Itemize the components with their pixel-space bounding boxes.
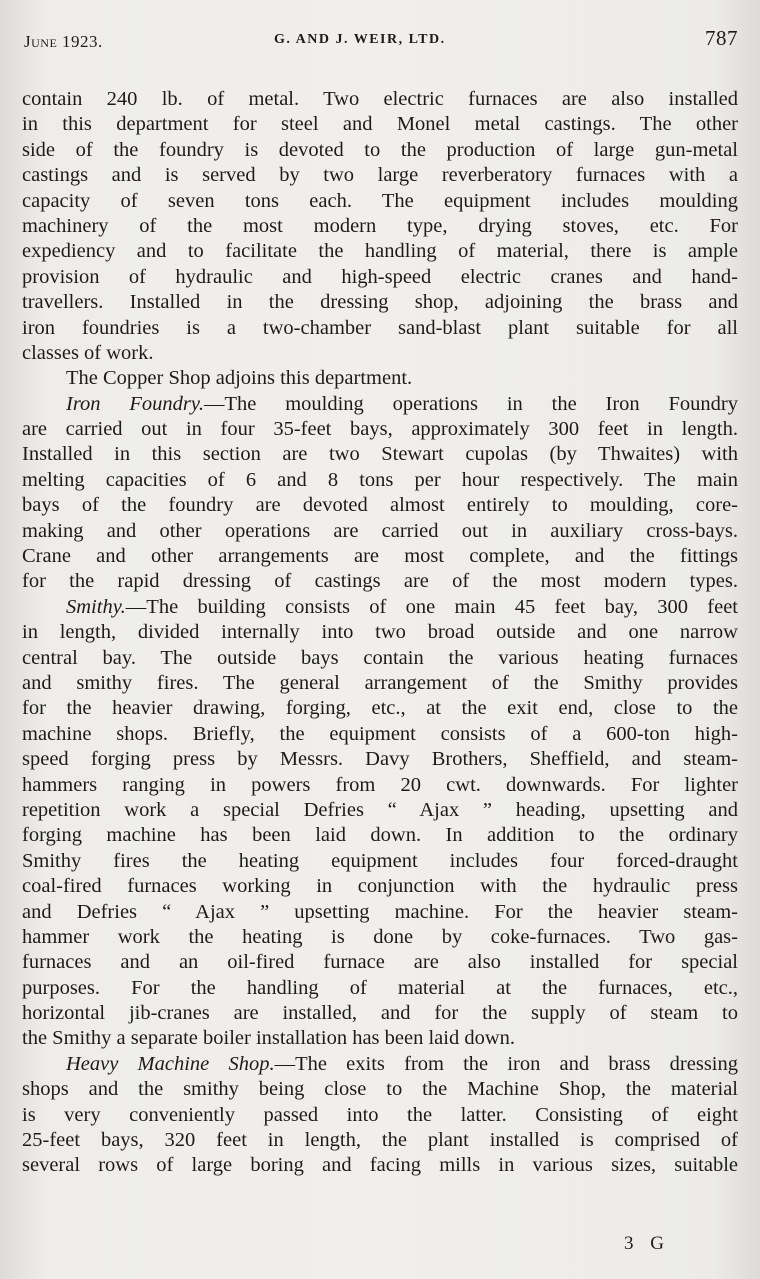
section-heading-iron-foundry: Iron Foundry. <box>66 392 204 415</box>
header-title: G. AND J. WEIR, LTD. <box>274 32 446 47</box>
text-line: purposes. For the handling of material at the furnaces, etc., <box>22 976 738 999</box>
text-line: and smithy fires. The general arrangement of the Smithy provides <box>22 671 738 694</box>
text-line: horizontal jib-cranes are installed, and for the supply of steam to <box>22 1002 738 1025</box>
text-line: are carried out in four 35-feet bays, approximately 300 feet in length. <box>22 418 738 441</box>
text-line: travellers. Installed in the dressing shop, adjoining the brass and <box>22 291 738 314</box>
text-line: Heavy Machine Shop.—The exits from the iron and brass dressing <box>66 1052 739 1075</box>
text-line: for the rapid dressing of castings are of the most modern types. <box>22 570 738 593</box>
signature-mark: 3 G <box>624 1233 670 1254</box>
text-line: making and other operations are carried out in auxiliary cross-bays. <box>22 519 738 542</box>
text-line: The Copper Shop adjoins this department. <box>66 367 413 390</box>
text-line: hammers ranging in powers from 20 cwt. downwards. For lighter <box>22 773 738 796</box>
text-line: the Smithy a separate boiler installation has been laid down. <box>22 1027 516 1050</box>
running-header <box>24 26 738 56</box>
text-line: is very conveniently passed into the latter. Consisting of eight <box>22 1103 738 1126</box>
text-line: repetition work a special Defries “ Ajax ” heading, upsetting and <box>22 798 738 821</box>
text-line: several rows of large boring and facing mills in various sizes, suitable <box>22 1154 738 1177</box>
text-line: side of the foundry is devoted to the production of large gun-metal <box>22 138 738 161</box>
text-line: Crane and other arrangements are most complete, and the fittings <box>22 545 738 568</box>
text-line: iron foundries is a two-chamber sand-blast plant suitable for all <box>22 316 738 339</box>
text-line: for the heavier drawing, forging, etc., at the exit end, close to the <box>22 697 738 720</box>
text-line: capacity of seven tons each. The equipment includes moulding <box>22 189 738 212</box>
text-line: castings and is served by two large reverberatory furnaces with a <box>22 164 738 187</box>
text-line: bays of the foundry are devoted almost entirely to moulding, core- <box>22 494 738 517</box>
body-text <box>22 87 738 1179</box>
text-line: contain 240 lb. of metal. Two electric furnaces are also installed <box>22 88 738 110</box>
text-line: in length, divided internally into two broad outside and one narrow <box>22 621 738 644</box>
text-line: forging machine has been laid down. In addition to the ordinary <box>22 824 738 847</box>
text-line: Smithy fires the heating equipment includes four forced-draught <box>22 849 738 872</box>
text-line: Iron Foundry.—The moulding operations in the Iron Foundry <box>66 392 738 415</box>
text-line: Smithy.—The building consists of one main 45 feet bay, 300 feet <box>66 595 738 618</box>
text-line: coal-fired furnaces working in conjunction with the hydraulic press <box>22 875 738 898</box>
text-line: melting capacities of 6 and 8 tons per hour respectively. The main <box>22 468 738 491</box>
text-line: provision of hydraulic and high-speed electric cranes and hand- <box>22 265 738 288</box>
text-line: 25-feet bays, 320 feet in length, the plant installed is comprised of <box>22 1129 738 1152</box>
text-line: furnaces and an oil-fired furnace are also installed for special <box>22 951 738 974</box>
text-line: shops and the smithy being close to the Machine Shop, the material <box>22 1078 738 1101</box>
text-line: central bay. The outside bays contain the various heating furnaces <box>22 646 738 669</box>
text-line: speed forging press by Messrs. Davy Brothers, Sheffield, and steam- <box>22 748 738 771</box>
text-line: hammer work the heating is done by coke-furnaces. Two gas- <box>22 925 738 948</box>
text-line: machinery of the most modern type, drying stoves, etc. For <box>22 214 738 237</box>
page-number: 787 <box>705 26 738 50</box>
text-line: and Defries “ Ajax ” upsetting machine. For the heavier steam- <box>22 900 738 923</box>
text-line: expediency and to facilitate the handling of material, there is ample <box>22 240 738 263</box>
text-line: in this department for steel and Monel metal castings. The other <box>22 113 738 136</box>
header-date: June 1923. <box>24 32 103 51</box>
section-heading-heavy-machine-shop: Heavy Machine Shop. <box>66 1052 275 1075</box>
text-line: machine shops. Briefly, the equipment consists of a 600-ton high- <box>22 722 738 745</box>
text-line: Installed in this section are two Stewart cupolas (by Thwaites) with <box>22 443 738 466</box>
section-heading-smithy: Smithy. <box>66 595 126 618</box>
text-line: classes of work. <box>22 341 154 364</box>
